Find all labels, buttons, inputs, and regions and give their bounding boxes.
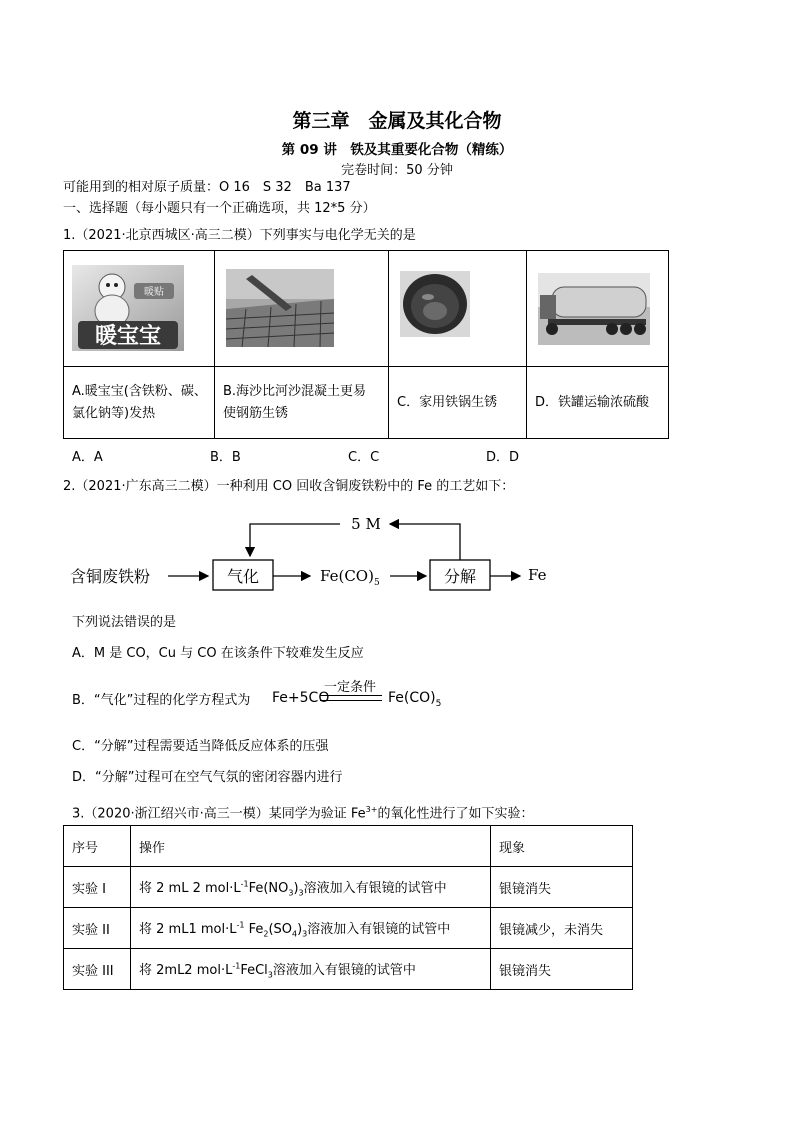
q1-image-table xyxy=(63,250,669,439)
row-id: 实验 III xyxy=(64,949,131,990)
row-id: 实验 I xyxy=(64,867,131,908)
diagram-output: Fe xyxy=(528,566,547,584)
q2-option-c[interactable]: C．“分解”过程需要适当降低反应体系的压强 xyxy=(72,739,329,754)
diagram-input: 含铜废铁粉 xyxy=(70,567,151,586)
q2-stem: 2.（2021·广东高三二模）一种利用 CO 回收含铜废铁粉中的 Fe 的工艺如下： xyxy=(63,479,515,494)
q1-option-a xyxy=(64,367,215,439)
process-flow-diagram xyxy=(70,508,560,598)
diagram-box2: 分解 xyxy=(443,567,477,586)
q3-stem-suffix: 的氧化性进行了如下实验： xyxy=(377,806,534,822)
row-result: 银镜减少，未消失 xyxy=(491,908,633,949)
hand-warmer-badge: 暖贴 xyxy=(144,287,164,298)
experiment-table xyxy=(63,825,633,990)
q2-prompt: 下列说法错误的是 xyxy=(72,615,177,630)
q2-option-b-product xyxy=(388,690,441,709)
row-id: 实验 II xyxy=(64,908,131,949)
table-row xyxy=(64,949,633,990)
q1-option-b-line2: 使钢筋生锈 xyxy=(223,405,289,421)
atomic-masses: 可能用到的相对原子质量：O 16 S 32 Ba 137 xyxy=(63,180,351,195)
chapter-title: 第三章 金属及其化合物 xyxy=(292,110,502,132)
q3-stem-sup: 3+ xyxy=(365,805,378,814)
row-operation: 将 2 mL1 $mol\cdot L^{-1}$ $Fe_2(SO_4)_3$溶液加入有银镜的试管中 xyxy=(131,908,491,949)
q2-option-b-left: Fe+5CO xyxy=(272,690,330,706)
iron-wok-image xyxy=(400,271,470,337)
q1-option-c xyxy=(389,367,527,439)
lesson-title: 第 09 讲 铁及其重要化合物（精练） xyxy=(281,142,513,158)
svg-text:Fe(CO)5 xyxy=(320,567,380,588)
q1-image-cell-d xyxy=(527,251,669,367)
q2-option-b-right: Fe(CO) xyxy=(388,690,436,706)
diagram-box1: 气化 xyxy=(226,567,260,586)
q3-stem-prefix: 3.（2020·浙江绍兴市·高三一模）某同学为验证 Fe xyxy=(72,806,366,822)
q2-option-b[interactable] xyxy=(72,693,250,709)
q1-option-a-line1: A.暖宝宝(含铁粉、碳、 xyxy=(72,383,207,399)
diagram-recycle: 5 M xyxy=(351,515,381,533)
q2-option-b-right-sub: 5 xyxy=(435,698,442,709)
recycle-arrow-right xyxy=(390,524,460,560)
q1-option-d-line1: D．铁罐运输浓硫酸 xyxy=(535,394,650,410)
diagram-middle-sub: 5 xyxy=(373,578,380,588)
diagram-middle: Fe(CO) xyxy=(320,567,374,585)
q1-image-cell-b xyxy=(215,251,389,367)
q1-option-d xyxy=(527,367,669,439)
q1-answer-b[interactable]: B．B xyxy=(210,450,241,465)
q1-stem: 1.（2021·北京西城区·高三二模）下列事实与电化学无关的是 xyxy=(63,228,416,243)
row-operation: 将 2mL2 $mol\cdot L^{-1}FeCl_3$溶液加入有银镜的试管中 xyxy=(131,949,491,990)
q1-option-c-line1: C．家用铁锅生锈 xyxy=(397,394,498,410)
header-id: 序号 xyxy=(64,826,131,867)
q1-answer-c[interactable]: C．C xyxy=(348,450,380,465)
table-row xyxy=(64,908,633,949)
tanker-truck-image xyxy=(538,273,650,345)
hand-warmer-image xyxy=(72,265,184,351)
q2-option-d[interactable]: D．“分解”过程可在空气气氛的密闭容器内进行 xyxy=(72,770,343,785)
hand-warmer-text: 暖宝宝 xyxy=(94,324,162,349)
q1-answer-d[interactable]: D．D xyxy=(486,450,520,465)
row-result: 银镜消失 xyxy=(491,867,633,908)
q1-option-b-line1: B.海沙比河沙混凝土更易 xyxy=(223,383,367,399)
header-result: 现象 xyxy=(491,826,633,867)
q1-answer-a[interactable]: A．A xyxy=(72,450,103,465)
q2-option-a[interactable]: A．M 是 CO，Cu 与 CO 在该条件下较难发生反应 xyxy=(72,646,364,661)
q2-option-b-condition: 一定条件 xyxy=(323,680,376,695)
q1-option-a-line2: 氯化钠等)发热 xyxy=(72,405,156,421)
section-heading: 一、选择题（每小题只有一个正确选项，共 12*5 分） xyxy=(63,201,376,216)
row-operation: 将 2 mL 2 $mol\cdot L^{-1}Fe(NO_3)_3$溶液加入有银镜的试管中 xyxy=(131,867,491,908)
q2-option-b-prefix: B．“气化”过程的化学方程式为 xyxy=(72,693,251,708)
q3-stem xyxy=(72,802,533,822)
q1-image-cell-c xyxy=(389,251,527,367)
table-header-row xyxy=(64,826,633,867)
table-row xyxy=(64,867,633,908)
concrete-pouring-image xyxy=(226,269,334,347)
recycle-arrow-left xyxy=(250,524,340,556)
exam-time: 完卷时间：50 分钟 xyxy=(341,163,453,178)
q1-option-b xyxy=(215,367,389,439)
equals-sign-icon xyxy=(320,695,382,701)
q1-image-cell-a xyxy=(64,251,215,367)
row-result: 银镜消失 xyxy=(491,949,633,990)
header-operation: 操作 xyxy=(131,826,491,867)
